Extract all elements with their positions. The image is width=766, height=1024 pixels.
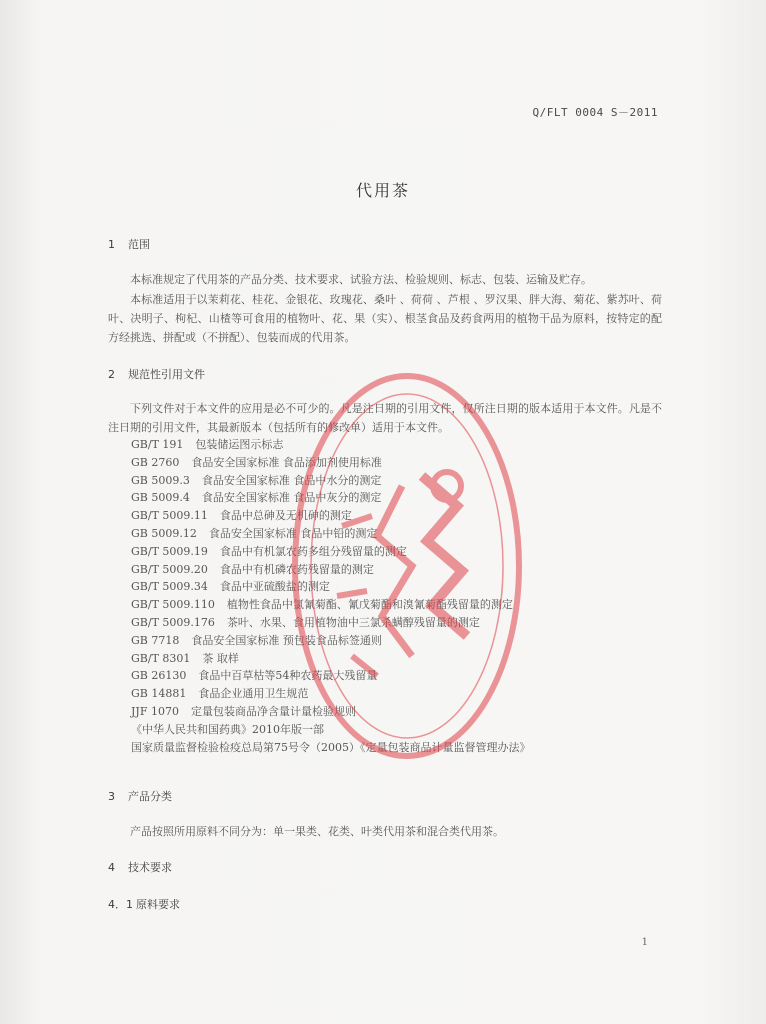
reference-item [131, 543, 531, 561]
page-number: 1 [641, 937, 648, 948]
reference-title: 食品中有机氯农药多组分残留量的测定 [219, 544, 407, 558]
reference-code: GB/T 5009.110 [131, 598, 215, 612]
reference-title: 食品企业通用卫生规范 [198, 687, 309, 701]
reference-title: 茶 取样 [202, 651, 239, 665]
reference-title: 食品中亚硫酸盐的测定 [219, 580, 330, 594]
reference-title: 食品安全国家标准 食品中水分的测定 [201, 473, 382, 487]
reference-item [131, 507, 531, 525]
section-4-heading [108, 859, 172, 875]
section-title: 原料要求 [136, 898, 180, 911]
section-2-intro: 下列文件对于本文件的应用是必不可少的。凡是注日期的引用文件，仅所注日期的版本适用于本文件。凡是不注日期的引用文件，其最新版本（包括所有的修改单）适用于本文件。 [108, 402, 662, 434]
reference-code: GB 5009.3 [131, 473, 190, 487]
reference-item [131, 561, 531, 579]
document-code: Q/FLT 0004 S－2011 [532, 106, 658, 119]
section-3-heading [108, 788, 172, 804]
reference-title: 茶叶、水果、食用植物油中三氯杀螨醇残留量的测定 [226, 615, 480, 629]
section-number: 4 [108, 861, 115, 874]
reference-code: GB 2760 [131, 455, 180, 469]
reference-title: 食品中有机磷农药残留量的测定 [219, 562, 374, 576]
section-1-heading [108, 236, 150, 252]
section-title: 范围 [128, 238, 150, 251]
reference-code: GB 5009.4 [131, 491, 190, 505]
reference-code: GB 7718 [131, 633, 180, 647]
reference-title: 包装储运图示标志 [195, 438, 284, 451]
normative-references-list [131, 436, 531, 756]
reference-title: 食品安全国家标准 食品添加剂使用标准 [191, 455, 382, 469]
reference-title: 食品安全国家标准 食品中灰分的测定 [201, 491, 382, 505]
reference-item [131, 739, 531, 757]
reference-title: 食品中总砷及无机砷的测定 [219, 509, 352, 523]
reference-item [131, 472, 531, 490]
reference-code: GB/T 5009.11 [131, 509, 208, 523]
section-title: 产品分类 [128, 790, 172, 803]
section-4-1-heading [108, 896, 180, 912]
reference-item [131, 578, 531, 596]
reference-code: GB/T 5009.20 [131, 562, 208, 576]
reference-title: 食品安全国家标准 食品中铅的测定 [208, 526, 378, 540]
reference-item [131, 721, 531, 739]
reference-code: GB/T 8301 [131, 651, 191, 665]
reference-item [131, 667, 531, 685]
reference-code: GB/T 5009.19 [131, 544, 208, 558]
section-1-paragraph-2: 本标准适用于以茉莉花、桂花、金银花、玫瑰花、桑叶 、荷荷 、芦根 、罗汉果、胖大海、菊花、紫苏叶、荷叶、决明子、枸杞、山楂等可食用的植物叶、花、果（实）、根茎食品及药食两用的植物干品为原料，按特定的配方经挑选、拼配或（不拼配）、包装而成的代用茶。 [108, 293, 662, 344]
section-number: 1 [108, 238, 115, 251]
reference-code: GB 5009.12 [131, 526, 197, 540]
section-title: 技术要求 [128, 861, 172, 874]
reference-item [131, 703, 531, 721]
reference-title: 食品安全国家标准 预包装食品标签通则 [191, 633, 382, 647]
reference-code: GB 14881 [131, 687, 187, 701]
section-number: 4．1 [108, 898, 133, 911]
section-number: 3 [108, 790, 115, 803]
reference-item [131, 685, 531, 703]
reference-item [131, 436, 531, 454]
reference-item [131, 614, 531, 632]
reference-item [131, 489, 531, 507]
reference-title: 《中华人民共和国药典》2010年版一部 [131, 722, 324, 736]
section-1-paragraph-1: 本标准规定了代用茶的产品分类、技术要求、试验方法、检验规则、标志、包装、运输及贮存。 [130, 273, 592, 286]
reference-item [131, 596, 531, 614]
reference-item [131, 650, 531, 668]
reference-code: GB/T 191 [131, 438, 184, 451]
section-3-paragraph-1: 产品按照所用原料不同分为：单一果类、花类、叶类代用茶和混合类代用茶。 [130, 825, 504, 838]
reference-code: JJF 1070 [131, 704, 179, 718]
section-title: 规范性引用文件 [128, 368, 205, 381]
reference-code: GB 26130 [131, 669, 187, 683]
reference-code: GB/T 5009.34 [131, 580, 208, 594]
reference-item [131, 525, 531, 543]
reference-title: 植物性食品中氯氰菊酯、氰戊菊酯和溴氰菊酯残留量的测定 [226, 598, 513, 612]
reference-item [131, 632, 531, 650]
reference-title: 食品中百草枯等54种农药最大残留量 [198, 669, 378, 683]
reference-title: 国家质量监督检验检疫总局第75号令（2005）《定量包装商品计量监督管理办法》 [131, 740, 531, 754]
document-title: 代用茶 [355, 181, 410, 200]
reference-code: GB/T 5009.176 [131, 615, 215, 629]
reference-item [131, 454, 531, 472]
reference-title: 定量包装商品净含量计量检验规则 [190, 704, 356, 718]
section-number: 2 [108, 368, 115, 381]
section-2-heading [108, 366, 205, 382]
